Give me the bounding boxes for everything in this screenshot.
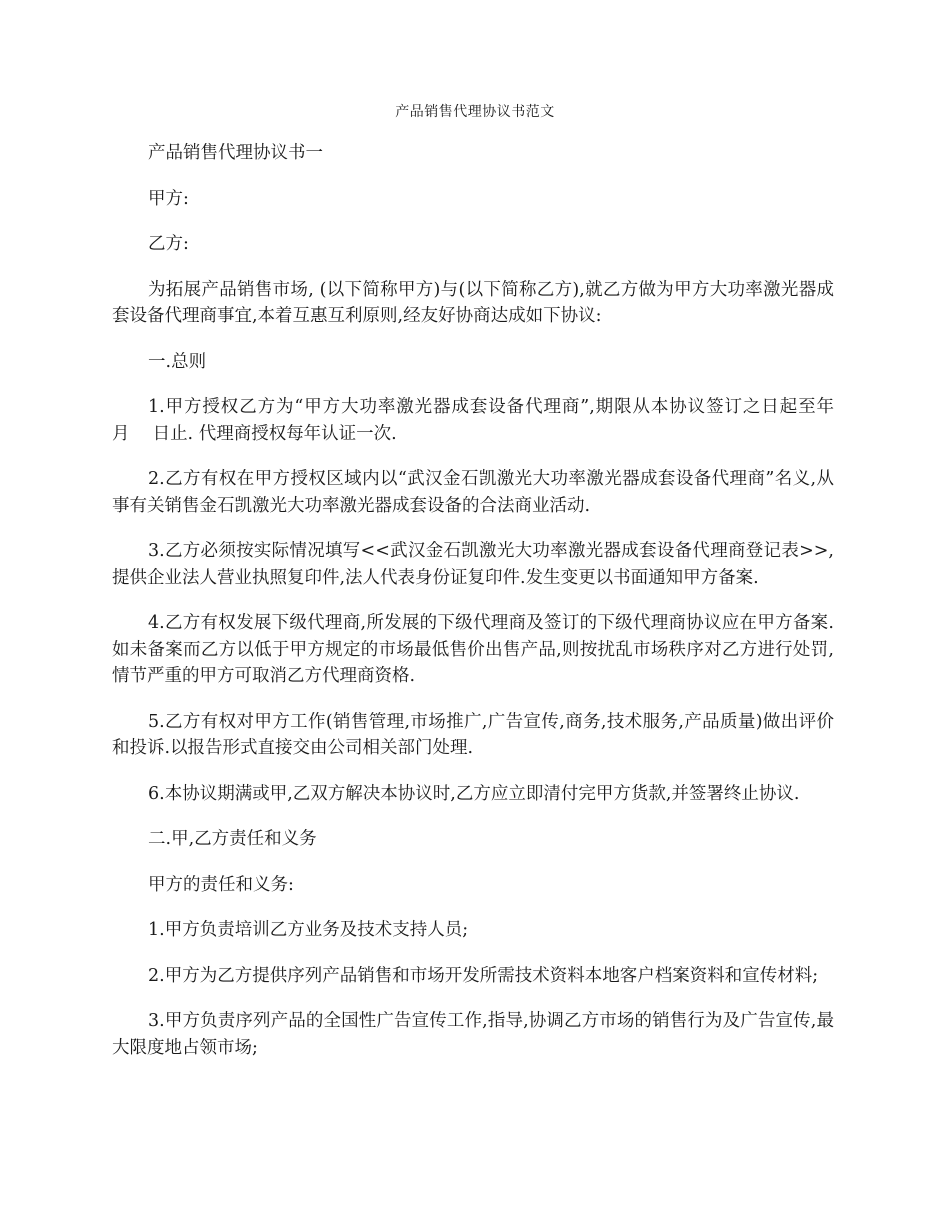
document-body [112,140,858,1080]
clause-2-1: 1.甲方负责培训乙方业务及技术支持人员; [148,920,469,940]
clause-1-2: 2.乙方有权在甲方授权区域内以“武汉金石凯激光大功率激光器成套设备代理商”名义,从事有关销售金石凯激光大功率激光器成套设备的合法商业活动. [112,469,834,516]
subheading-party-a-duties: 甲方的责任和义务: [148,874,294,895]
section-heading-responsibilities: 二.甲,乙方责任和义务 [148,829,317,849]
paragraph-party-b: 乙方: [148,234,189,254]
clause-1-1: 1.甲方授权乙方为“甲方大功率激光器成套设备代理商”,期限从本协议签订之日起至年 月 日止. 代理商授权每年认证一次. [112,397,858,444]
paragraph-party-a: 甲方: [148,188,189,209]
section-heading-general: 一.总则 [148,351,207,372]
document-title: 产品销售代理协议书范文 [395,104,555,120]
clause-1-6: 6.本协议期满或甲,乙双方解决本协议时,乙方应立即清付完甲方货款,并签署终止协议. [148,783,800,804]
clause-1-5: 5.乙方有权对甲方工作(销售管理,市场推广,广告宣传,商务,技术服务,产品质量)做出评价和投诉.以报告形式直接交由公司相关部门处理. [112,711,834,758]
clause-2-3: 3.甲方负责序列产品的全国性广告宣传工作,指导,协调乙方市场的销售行为及广告宣传,最大限度地占领市场; [112,1011,834,1058]
clause-1-3: 3.乙方必须按实际情况填写<<武汉金石凯激光大功率激光器成套设备代理商登记表>>,提供企业法人营业执照复印件,法人代表身份证复印件.发生变更以书面通知甲方备案. [112,541,834,588]
paragraph-preamble: 为拓展产品销售市场, (以下简称甲方)与(以下简称乙方),就乙方做为甲方大功率激光器成套设备代理商事宜,本着互惠互利原则,经友好协商达成如下协议: [112,279,834,326]
clause-2-2: 2.甲方为乙方提供序列产品销售和市场开发所需技术资料本地客户档案资料和宣传材料; [148,965,819,986]
clause-1-4: 4.乙方有权发展下级代理商,所发展的下级代理商及签订的下级代理商协议应在甲方备案.如未备案而乙方以低于甲方规定的市场最低售价出售产品,则按扰乱市场秩序对乙方进行处罚,情节严重的甲方可取消乙方代理商资格. [112,613,834,686]
paragraph-subtitle: 产品销售代理协议书一 [148,143,323,163]
